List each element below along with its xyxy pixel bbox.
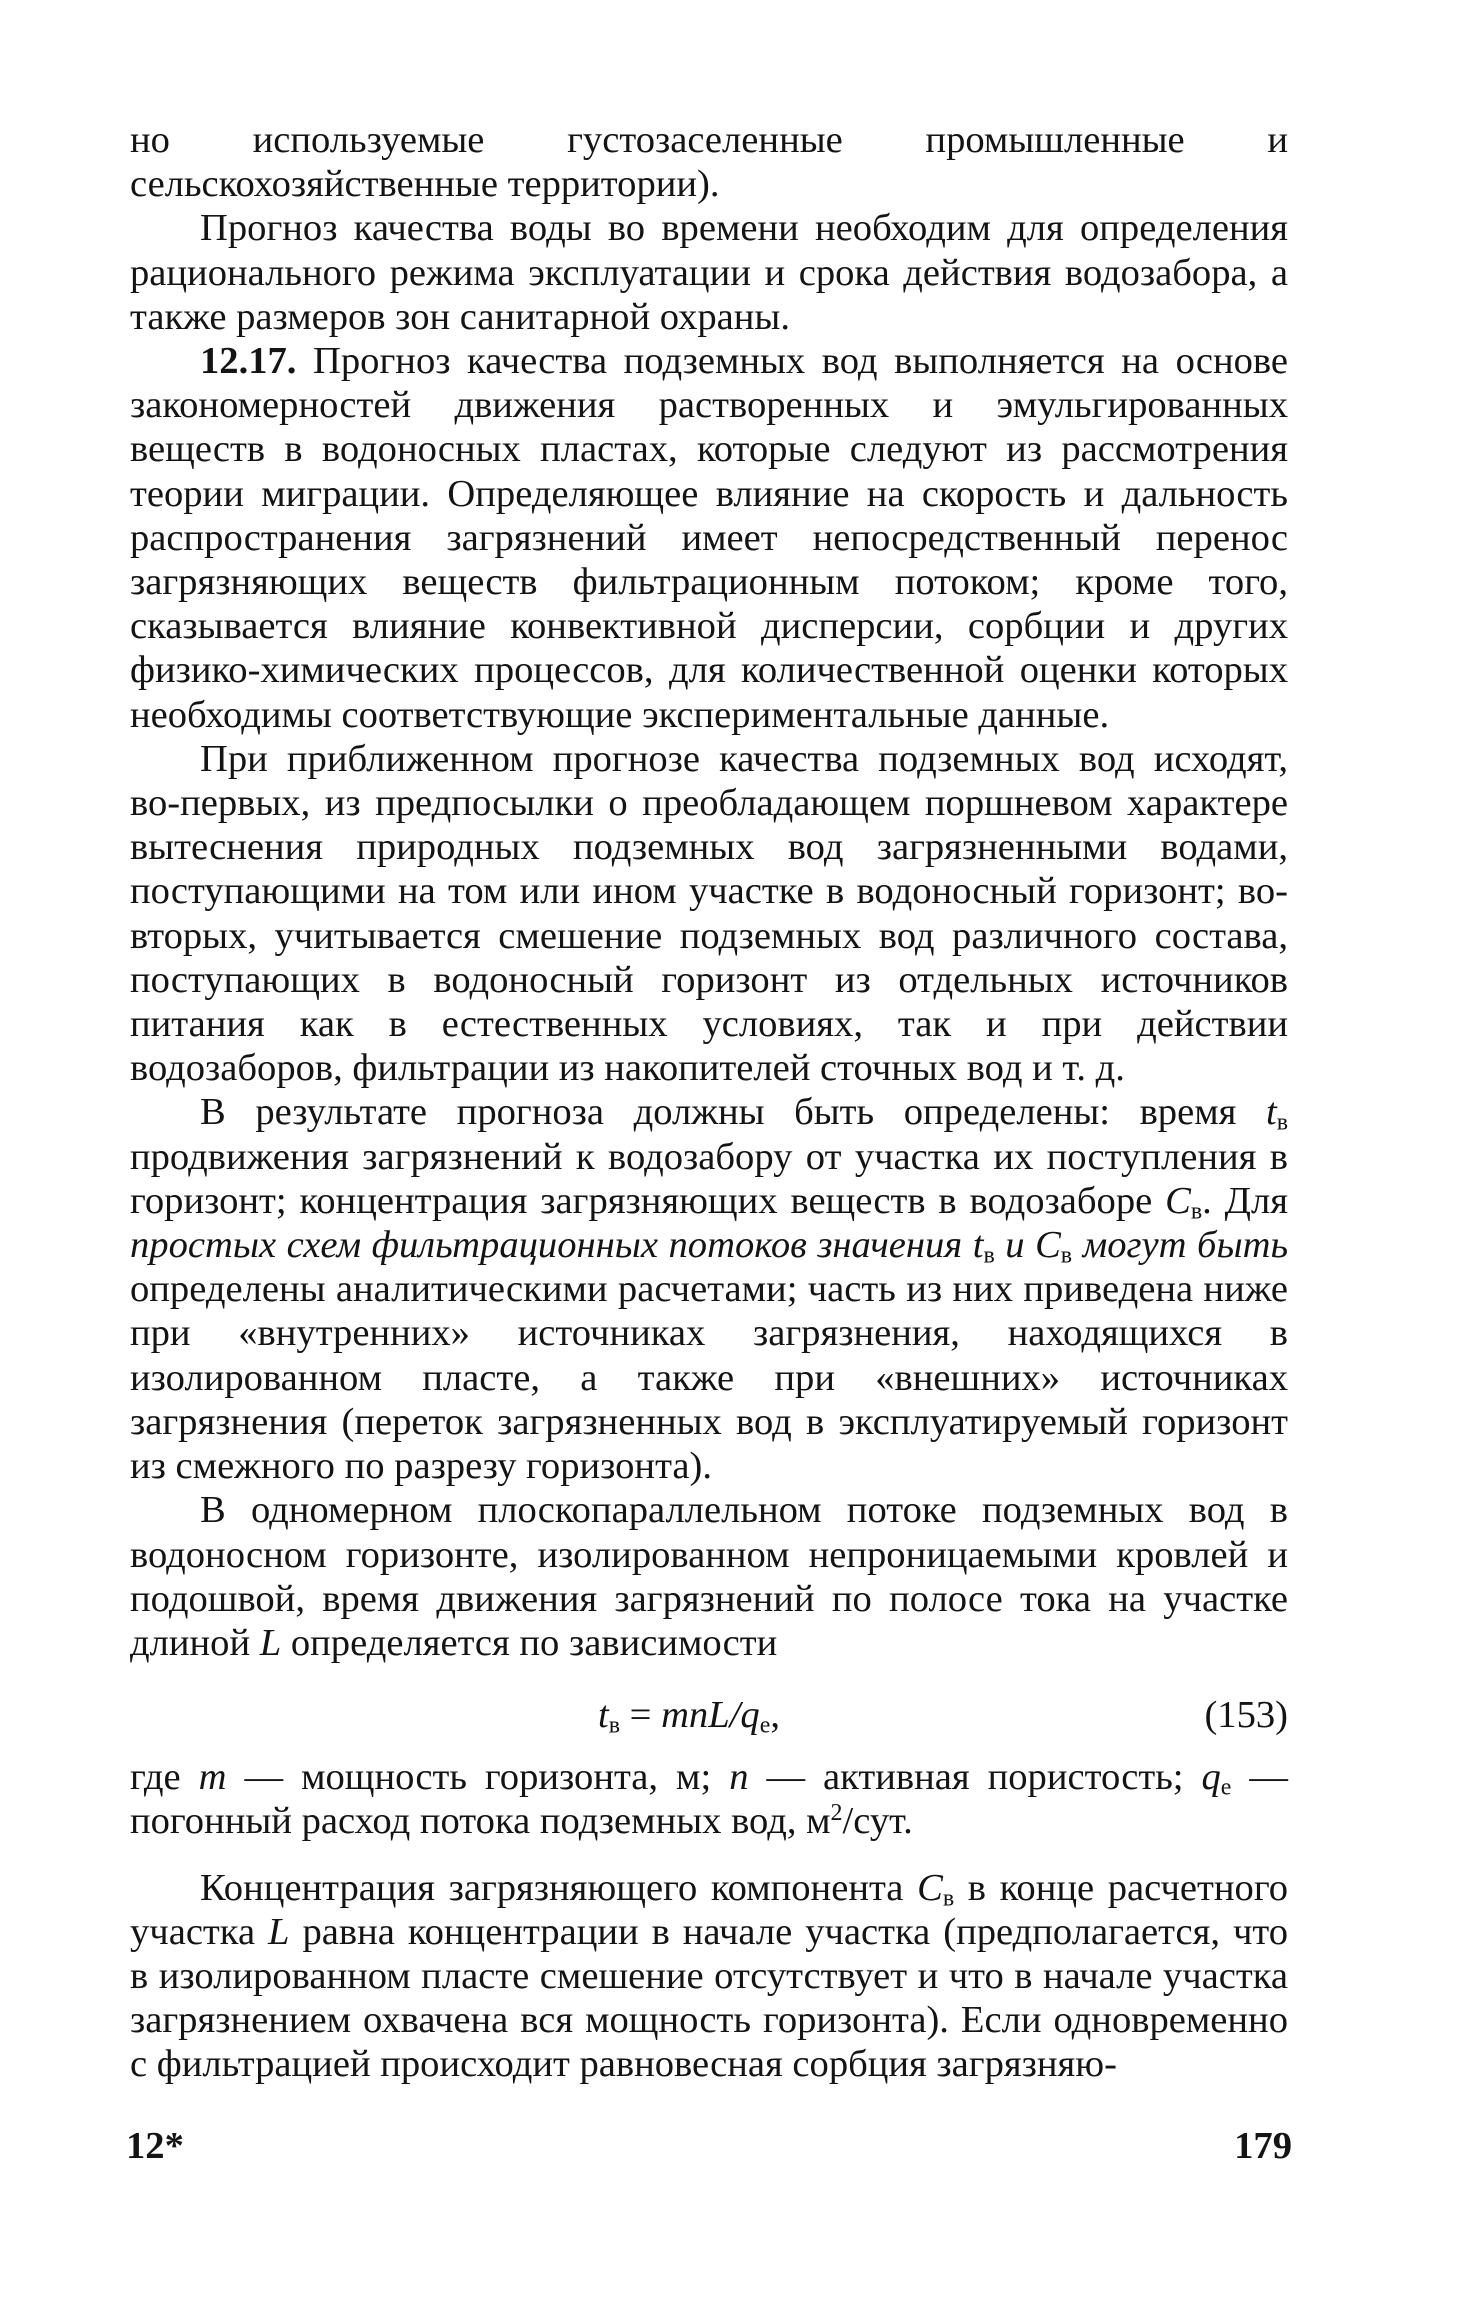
equation-expression: $t_в = mnL/q_e$, [598,1694,780,1739]
section-number: 12.17. [200,340,297,383]
symbol-c: C [1165,1179,1191,1222]
page-footer [126,2124,1292,2174]
paragraph-12-17: 12.17. Прогноз качества подземных вод выполняется на основе закономерностей движения растворенных и эмульгированных веществ в водоносных пластах, которые следуют из рассмотрения теории миграции. Определяющее влияние на скорость и дальность распространения загрязнений имеет непосредственный перенос загрязняющих веществ фильтрационным потоком; кроме того, сказывается влияние конвективной дисперсии, сорбции и других физико-химических процессов, для количественной оценки которых необходимы соответствующие экспериментальные данные. [130,340,1288,736]
paragraph-concentration: Концентрация загрязняющего компонента $C_в$ в конце расчетного участка L равна концентрации в начале участка (предполагается, что в изолированном пласте смешение отсутствует и что в начале участка загрязнением охвачена вся мощность горизонта). Если одновременно с фильтрацией происходит равновесная сорбция загрязняю- [130,1866,1288,2086]
signature-mark: 12* [126,2125,184,2167]
paragraph-forecast-purpose: Прогноз качества воды во времени необходим для определения рационального режима эксплуатации и срока действия водозабора, а также размеров зон санитарной охраны. [130,207,1288,338]
symbol-t: t [1265,1091,1277,1134]
equation-number: (153) [1204,1694,1288,1737]
paragraph-one-dimensional-flow: В одномерном плоскопараллельном потоке подземных вод в водоносном горизонте, изолированном непроницаемыми кровлей и подошвой, время движения загрязнений по полосе тока на участке длиной L определяется по зависимости [130,1489,1288,1664]
paragraph-continuation: но используемые густозаселенные промышленные и сельскохозяйственные территории). [130,119,1288,206]
page-number: 179 [1234,2125,1292,2167]
paragraph-approximate-forecast: При приближенном прогнозе качества подземных вод исходят, во-первых, из предпосылки о преобладающем поршневом характере вытеснения природных подземных вод загрязненными водами, поступающими на том или ином участке в водоносный горизонт; во-вторых, учитывается смешение подземных вод различного состава, поступающих в водоносный горизонт из отдельных источников питания как в естественных условиях, так и при действии водозаборов, фильтрации из накопителей сточных вод и т. д. [130,737,1288,1090]
page-body [130,118,1288,2087]
paragraph-where-definitions: где m — мощность горизонта, м; n — активная пористость; $q_e$ — погонный расход потока подземных вод, $м^2$/сут. [130,1756,1288,1843]
symbol-l: L [259,1621,282,1664]
equation-153 [130,1685,1288,1745]
paragraph-forecast-results: В результате прогноза должны быть определены: время $t_в$ продвижения загрязнений к водозабору от участка их поступления в горизонт; концентрация загрязняющих веществ в водозаборе $C_в$. Для простых схем фильтрационных потоков значения $t_в$ и $C_в$ могут быть определены аналитическими расчетами; часть из них приведена ниже при «внутренних» источниках загрязнения, находящихся в изолированном пласте, а также при «внешних» источниках загрязнения (переток загрязненных вод в эксплуатируемый горизонт из смежного по разрезу горизонта). [130,1091,1288,1488]
